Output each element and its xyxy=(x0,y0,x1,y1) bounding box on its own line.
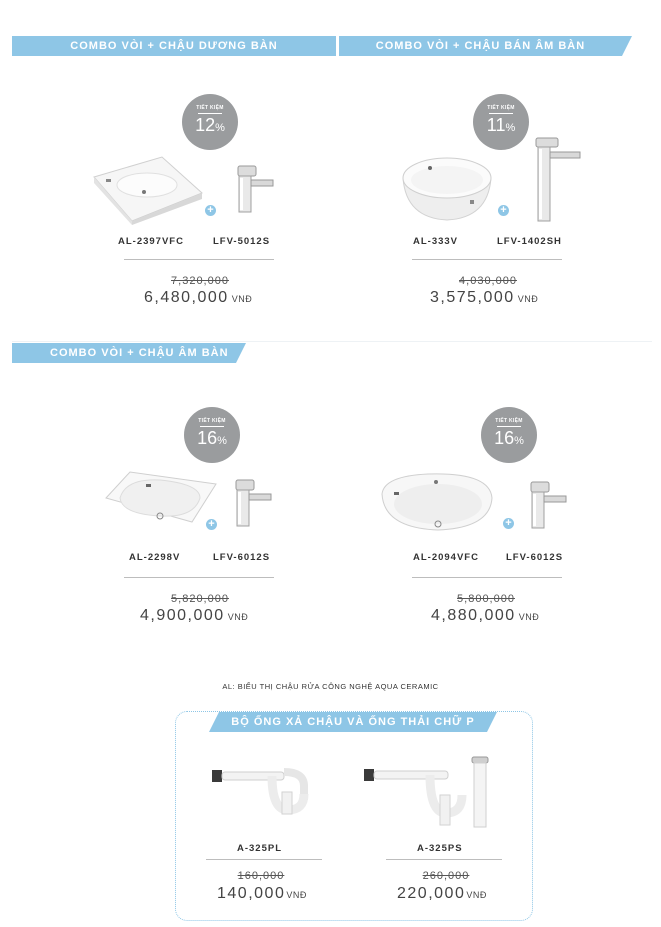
saving-badge: TIẾT KIỆM 11% xyxy=(473,94,529,150)
saving-badge: TIẾT KIỆM 12% xyxy=(182,94,238,150)
original-price: 160,000 xyxy=(237,870,285,882)
faucet-image xyxy=(236,164,276,214)
basin-image xyxy=(104,468,218,526)
basin-code: AL-2094VFC xyxy=(413,552,479,563)
pipe-price: 140,000VNĐ xyxy=(217,885,307,902)
plus-icon: + xyxy=(498,205,509,216)
banner-semi-recessed-combo: COMBO VÒI + CHẬU BÁN ÂM BÀN xyxy=(339,36,622,56)
divider xyxy=(412,577,562,578)
original-price: 7,320,000 xyxy=(171,275,229,287)
banner-countertop-combo: COMBO VÒI + CHẬU DƯƠNG BÀN xyxy=(12,36,336,56)
divider xyxy=(206,859,322,860)
divider xyxy=(412,259,562,260)
divider xyxy=(124,259,274,260)
basin-image xyxy=(378,470,496,534)
saving-badge: TIẾT KIỆM 16% xyxy=(481,407,537,463)
saving-percent: 16 xyxy=(494,428,515,448)
faucet-image xyxy=(529,480,569,530)
pipe-price: 220,000VNĐ xyxy=(397,885,487,902)
faucet-code: LFV-6012S xyxy=(213,552,271,563)
pipe-code: A-325PL xyxy=(237,843,283,854)
faucet-code: LFV-5012S xyxy=(213,236,271,247)
saving-percent: 11 xyxy=(486,115,506,135)
original-price: 4,030,000 xyxy=(459,275,517,287)
plus-icon: + xyxy=(503,518,514,529)
original-price: 5,820,000 xyxy=(171,593,229,605)
banner-tail xyxy=(622,36,632,56)
banner-undermount-combo: COMBO VÒI + CHẬU ÂM BÀN xyxy=(12,343,236,363)
original-price: 260,000 xyxy=(422,870,470,882)
pipe-image xyxy=(364,755,496,829)
faucet-code: LFV-6012S xyxy=(506,552,564,563)
plus-icon: + xyxy=(206,519,217,530)
faucet-code: LFV-1402SH xyxy=(497,236,562,247)
banner-tail xyxy=(236,343,246,363)
basin-image xyxy=(92,155,204,225)
faucet-image xyxy=(528,138,584,224)
combo-price: 6,480,000 VNĐ xyxy=(144,289,253,306)
combo-price: 3,575,000 VNĐ xyxy=(430,289,539,306)
footnote: AL: BIỂU THỊ CHẬU RỬA CÔNG NGHỆ AQUA CERAMIC xyxy=(222,682,439,691)
saving-percent: 12 xyxy=(195,115,216,135)
divider xyxy=(124,577,274,578)
basin-image xyxy=(400,156,494,222)
original-price: 5,800,000 xyxy=(457,593,515,605)
faucet-image xyxy=(234,478,274,528)
divider xyxy=(386,859,502,860)
section-divider xyxy=(12,341,652,342)
pipe-code: A-325PS xyxy=(417,843,463,854)
basin-code: AL-2397VFC xyxy=(118,236,184,247)
combo-price: 4,880,000 VNĐ xyxy=(431,607,540,624)
combo-price: 4,900,000 VNĐ xyxy=(140,607,249,624)
banner-pipes: BỘ ỐNG XẢ CHẬU VÀ ỐNG THẢI CHỮ P xyxy=(219,712,487,732)
banner-head xyxy=(209,712,219,732)
banner-tail xyxy=(487,712,497,732)
basin-code: AL-333V xyxy=(413,236,459,247)
plus-icon: + xyxy=(205,205,216,216)
saving-percent: 16 xyxy=(197,428,218,448)
saving-badge: TIẾT KIỆM 16% xyxy=(184,407,240,463)
pipe-image xyxy=(212,764,310,814)
basin-code: AL-2298V xyxy=(129,552,181,563)
